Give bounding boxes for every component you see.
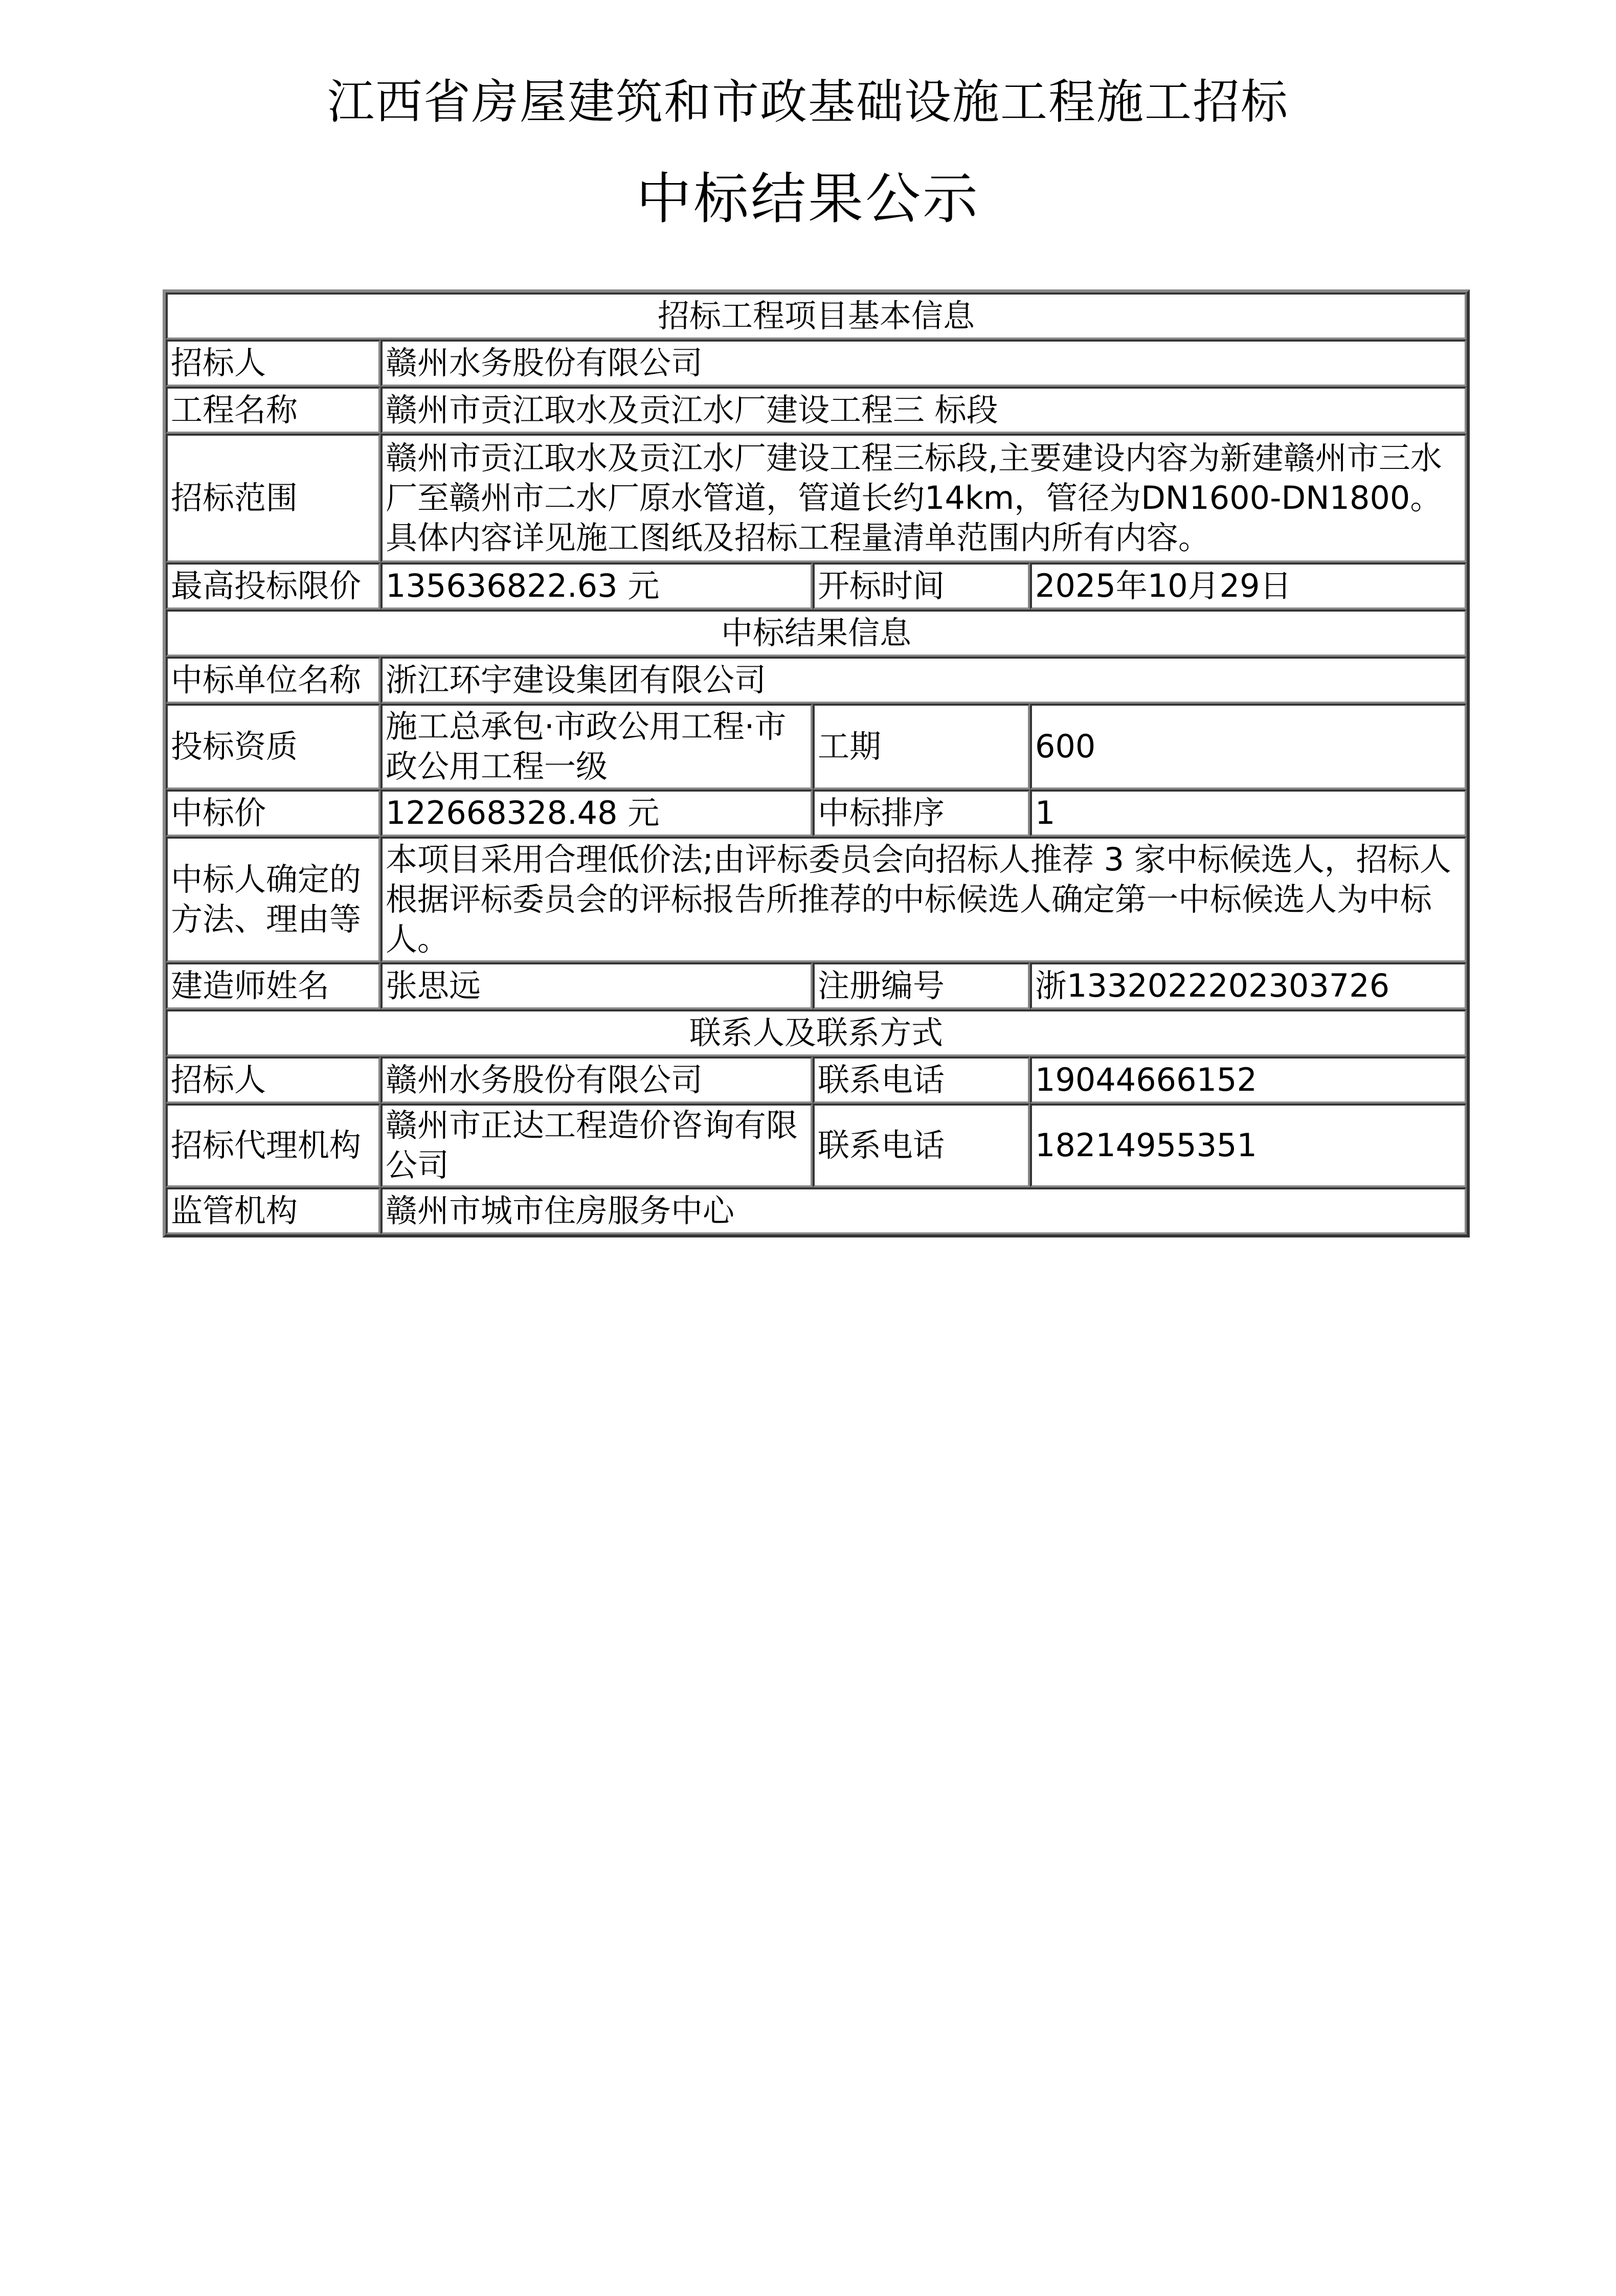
reg-no-label: 注册编号 xyxy=(813,962,1030,1009)
agency-value: 赣州市正达工程造价咨询有限公司 xyxy=(380,1104,813,1187)
max-price-label: 最高投标限价 xyxy=(166,562,380,610)
contact-tenderer-value: 赣州水务股份有限公司 xyxy=(380,1056,813,1104)
rank-value: 1 xyxy=(1030,790,1467,837)
section-heading-result-info: 中标结果信息 xyxy=(166,610,1467,657)
constructor-label: 建造师姓名 xyxy=(166,962,380,1009)
qualification-value: 施工总承包·市政公用工程·市政公用工程一级 xyxy=(380,704,813,790)
tenderer-phone-label: 联系电话 xyxy=(813,1056,1030,1104)
contact-tenderer-label: 招标人 xyxy=(166,1056,380,1104)
open-time-value: 2025年10月29日 xyxy=(1030,562,1467,610)
qualification-label: 投标资质 xyxy=(166,704,380,790)
table-row xyxy=(166,790,1467,837)
project-name-value: 赣州市贡江取水及贡江水厂建设工程三 标段 xyxy=(380,387,1467,434)
project-name-label: 工程名称 xyxy=(166,387,380,434)
table-row xyxy=(166,1104,1467,1187)
table-row xyxy=(166,434,1467,562)
result-table xyxy=(163,289,1470,1237)
duration-label: 工期 xyxy=(813,704,1030,790)
table-row xyxy=(166,387,1467,434)
document-subtitle: 中标结果公示 xyxy=(636,167,980,231)
tenderer-value: 赣州水务股份有限公司 xyxy=(380,340,1467,387)
section-header-row xyxy=(166,1009,1467,1056)
bid-price-value: 122668328.48 元 xyxy=(380,790,813,837)
scope-label: 招标范围 xyxy=(166,434,380,562)
agency-label: 招标代理机构 xyxy=(166,1104,380,1187)
table-row xyxy=(166,837,1467,962)
table-row xyxy=(166,657,1467,704)
max-price-value: 135636822.63 元 xyxy=(380,562,813,610)
reg-no-value: 浙1332022202303726 xyxy=(1030,962,1467,1009)
agency-phone-label: 联系电话 xyxy=(813,1104,1030,1187)
section-header-row xyxy=(166,610,1467,657)
open-time-label: 开标时间 xyxy=(813,562,1030,610)
table-row xyxy=(166,1056,1467,1104)
supervisor-label: 监管机构 xyxy=(166,1187,380,1234)
tenderer-label: 招标人 xyxy=(166,340,380,387)
tenderer-phone-value: 19044666152 xyxy=(1030,1056,1467,1104)
method-value: 本项目采用合理低价法;由评标委员会向招标人推荐 3 家中标候选人，招标人根据评标委员会的评标报告所推荐的中标候选人确定第一中标候选人为中标人。 xyxy=(380,837,1467,962)
section-header-row xyxy=(166,292,1467,340)
method-label: 中标人确定的方法、理由等 xyxy=(166,837,380,962)
table-row xyxy=(166,704,1467,790)
winner-label: 中标单位名称 xyxy=(166,657,380,704)
duration-value: 600 xyxy=(1030,704,1467,790)
document-title: 江西省房屋建筑和市政基础设施工程施工招标 xyxy=(327,75,1289,129)
table-row xyxy=(166,962,1467,1009)
rank-label: 中标排序 xyxy=(813,790,1030,837)
scope-value: 赣州市贡江取水及贡江水厂建设工程三标段,主要建设内容为新建赣州市三水厂至赣州市二水厂原水管道，管道长约14km，管径为DN1600-DN1800。具体内容详见施工图纸及招标工程量清单范围内所有内容。 xyxy=(380,434,1467,562)
supervisor-value: 赣州市城市住房服务中心 xyxy=(380,1187,1467,1234)
winner-value: 浙江环宇建设集团有限公司 xyxy=(380,657,1467,704)
section-heading-basic-info: 招标工程项目基本信息 xyxy=(166,292,1467,340)
bid-price-label: 中标价 xyxy=(166,790,380,837)
constructor-value: 张思远 xyxy=(380,962,813,1009)
table-row xyxy=(166,562,1467,610)
table-row xyxy=(166,340,1467,387)
section-heading-contact-info: 联系人及联系方式 xyxy=(166,1009,1467,1056)
table-row xyxy=(166,1187,1467,1234)
agency-phone-value: 18214955351 xyxy=(1030,1104,1467,1187)
